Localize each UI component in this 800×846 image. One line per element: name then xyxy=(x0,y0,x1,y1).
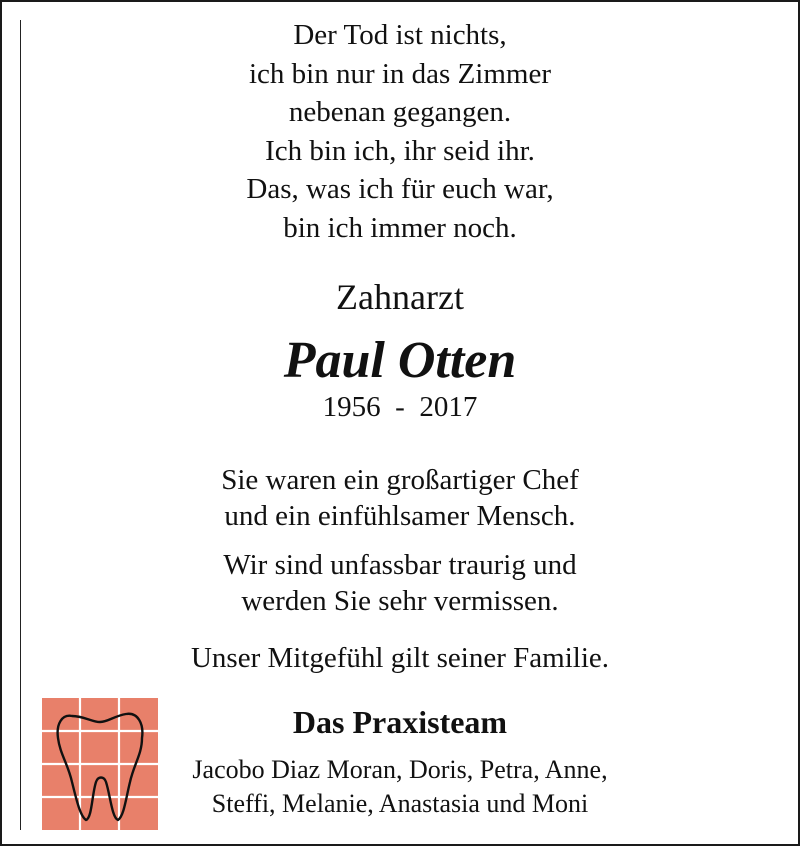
tooth-logo-icon xyxy=(42,698,158,830)
deceased-name: Paul Otten xyxy=(283,332,517,389)
signature-names-line: Jacobo Diaz Moran, Doris, Petra, Anne, xyxy=(192,755,608,784)
signature-title: Das Praxisteam xyxy=(292,704,508,740)
poem-line: Der Tod ist nichts, xyxy=(293,19,507,51)
message-paragraph-1 xyxy=(0,462,800,534)
poem xyxy=(0,16,800,247)
message-line: Wir sind unfassbar traurig und xyxy=(223,549,577,581)
poem-line: nebenan gegangen. xyxy=(288,96,512,128)
poem-line: bin ich immer noch. xyxy=(283,211,517,244)
life-dates: 1956 - 2017 xyxy=(322,391,478,423)
message-line: Unser Mitgefühl gilt seiner Familie. xyxy=(190,642,609,674)
poem-line: ich bin nur in das Zimmer xyxy=(248,57,552,90)
profession-label: Zahnarzt xyxy=(336,277,464,317)
message-line: und ein einfühlsamer Mensch. xyxy=(224,500,576,532)
signature-names-line: Steffi, Melanie, Anastasia und Moni xyxy=(211,789,589,818)
message-paragraph-3 xyxy=(0,640,800,676)
poem-line: Ich bin ich, ihr seid ihr. xyxy=(265,134,535,167)
signature-names xyxy=(160,753,640,821)
message-paragraph-2 xyxy=(0,547,800,619)
message-line: Sie waren ein großartiger Chef xyxy=(221,464,579,496)
message-line: werden Sie sehr vermissen. xyxy=(241,585,559,617)
poem-line: Das, was ich für euch war, xyxy=(246,173,554,205)
